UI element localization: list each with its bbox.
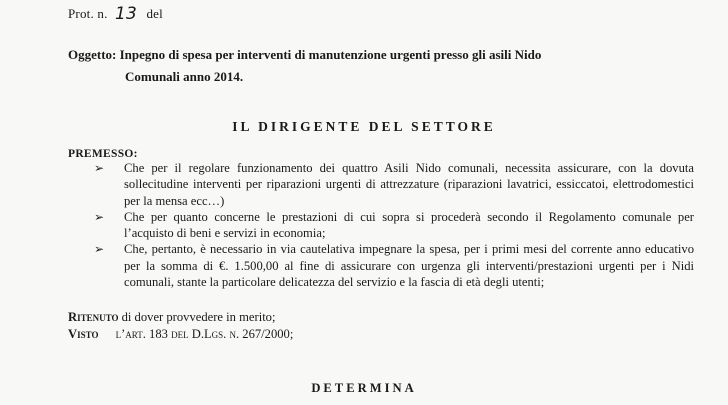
ritenuto-label: Ritenuto (68, 310, 119, 324)
ritenuto-text: di dover provvedere in merito; (121, 310, 276, 324)
protocol-number: 13 (114, 4, 138, 24)
subject-line-1: Inpegno di spesa per interventi di manutenzione urgenti presso gli asili Nido (119, 47, 542, 62)
arrow-bullet-icon: ➢ (94, 209, 105, 224)
subject-label: Oggetto: (68, 47, 117, 62)
subject-line-2: Comunali anno 2014. (125, 69, 244, 84)
subject-block (68, 44, 688, 88)
determina-heading: DETERMINA (311, 381, 417, 395)
section-heading: IL DIRIGENTE DEL SETTORE (232, 119, 496, 134)
premesso-item (94, 209, 694, 242)
premesso-item-text: Che, pertanto, è necessario in via cautelativa impegnare la spesa, per i primi mesi del corrente anno educativo per la somma di €. 1.500,00 al fine di assicurare con urgenza gli interventi/prestazioni urgenti per i Nidi comunali, stante la particolare delicatezza del servizio e la fascia di età degli utenti; (124, 242, 694, 290)
premesso-label: PREMESSO: (68, 148, 138, 160)
protocol-label: Prot. n. (68, 6, 108, 21)
protocol-date-label: del (146, 6, 163, 21)
protocol-line (68, 3, 163, 23)
visto-label: Visto (68, 327, 99, 341)
premesso-item-text: Che per il regolare funzionamento dei quattro Asili Nido comunali, necessita assicurare, con la dovuta sollecitudine interventi per riparazioni urgenti di attrezzature (riparazioni lavatrici, essiccatoi, elettrodomestici per la mensa ecc…) (124, 161, 694, 208)
arrow-bullet-icon: ➢ (94, 242, 105, 257)
premesso-item (94, 241, 694, 290)
visto-text: l’art. 183 del D.Lgs. n. 267/2000; (115, 327, 294, 341)
premesso-item (94, 160, 694, 209)
premesso-list (94, 160, 694, 290)
visto-line (68, 327, 293, 342)
ritenuto-line (68, 310, 275, 325)
arrow-bullet-icon: ➢ (94, 161, 105, 175)
premesso-item-text: Che per quanto concerne le prestazioni di cui sopra si procederà secondo il Regolamento comunale per l’acquisto di beni e servizi in economia; (124, 209, 694, 241)
